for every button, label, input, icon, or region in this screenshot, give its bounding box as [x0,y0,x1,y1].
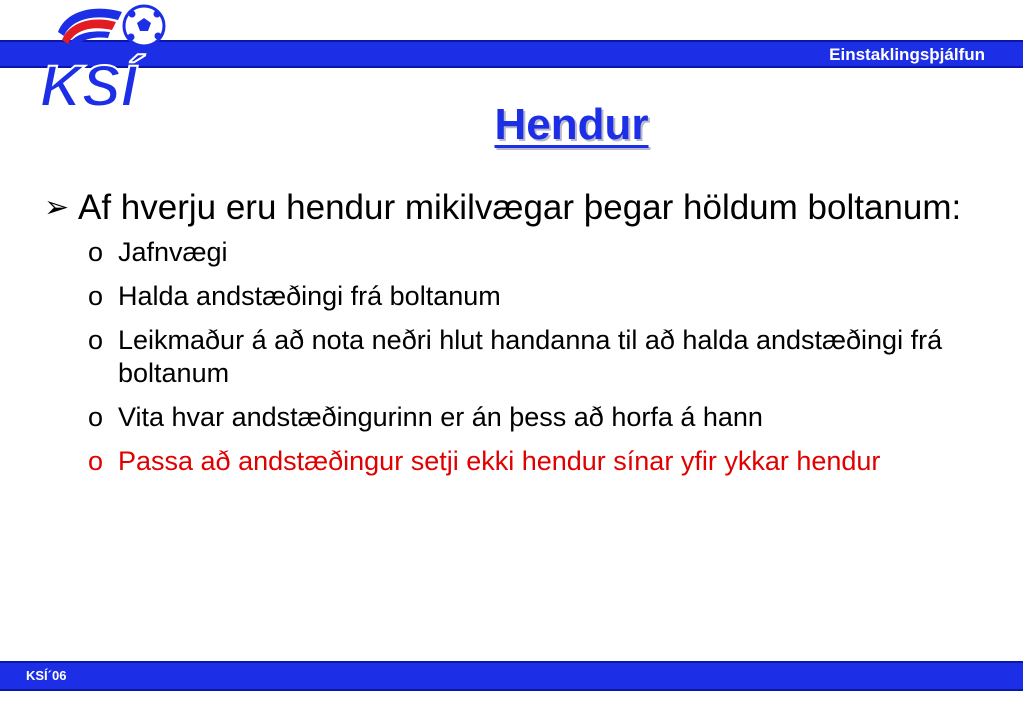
ksi-logo-icon [36,2,168,110]
circle-bullet-icon: o [88,402,104,432]
list-item-text: Vita hvar andstæðingurinn er án þess að horfa á hann [118,402,763,432]
footer-label: KSÍ´06 [26,668,67,683]
main-bullet-text: Af hverju eru hendur mikilvægar þegar höldum boltanum: [78,188,962,227]
slide-title-text: Hendur [494,100,649,149]
list-item-text: Halda andstæðingi frá boltanum [118,281,501,311]
footer-bar [0,661,1023,691]
slide-content [44,186,994,489]
list-item-text: Passa að andstæðingur setji ekki hendur sínar yfir ykkar hendur [118,446,881,476]
circle-bullet-icon: o [88,237,104,267]
header-title: Einstaklingsþjálfun [829,45,985,64]
list-item [88,401,994,434]
list-item [88,236,994,269]
sub-list [44,236,994,478]
list-item-text: Leikmaður á að nota neðri hlut handanna til að halda andstæðingi frá boltanum [118,325,943,388]
circle-bullet-icon: o [88,325,104,355]
circle-bullet-icon: o [88,281,104,311]
list-item [88,280,994,313]
arrow-bullet-icon: ➢ [44,191,70,224]
svg-text:KSÍ: KSÍ [40,54,137,110]
list-item-highlighted [88,445,994,478]
list-item-text: Jafnvægi [118,237,228,267]
list-item [88,324,994,390]
main-bullet [44,186,994,230]
slide-title [0,100,1023,150]
circle-bullet-icon: o [88,446,104,476]
